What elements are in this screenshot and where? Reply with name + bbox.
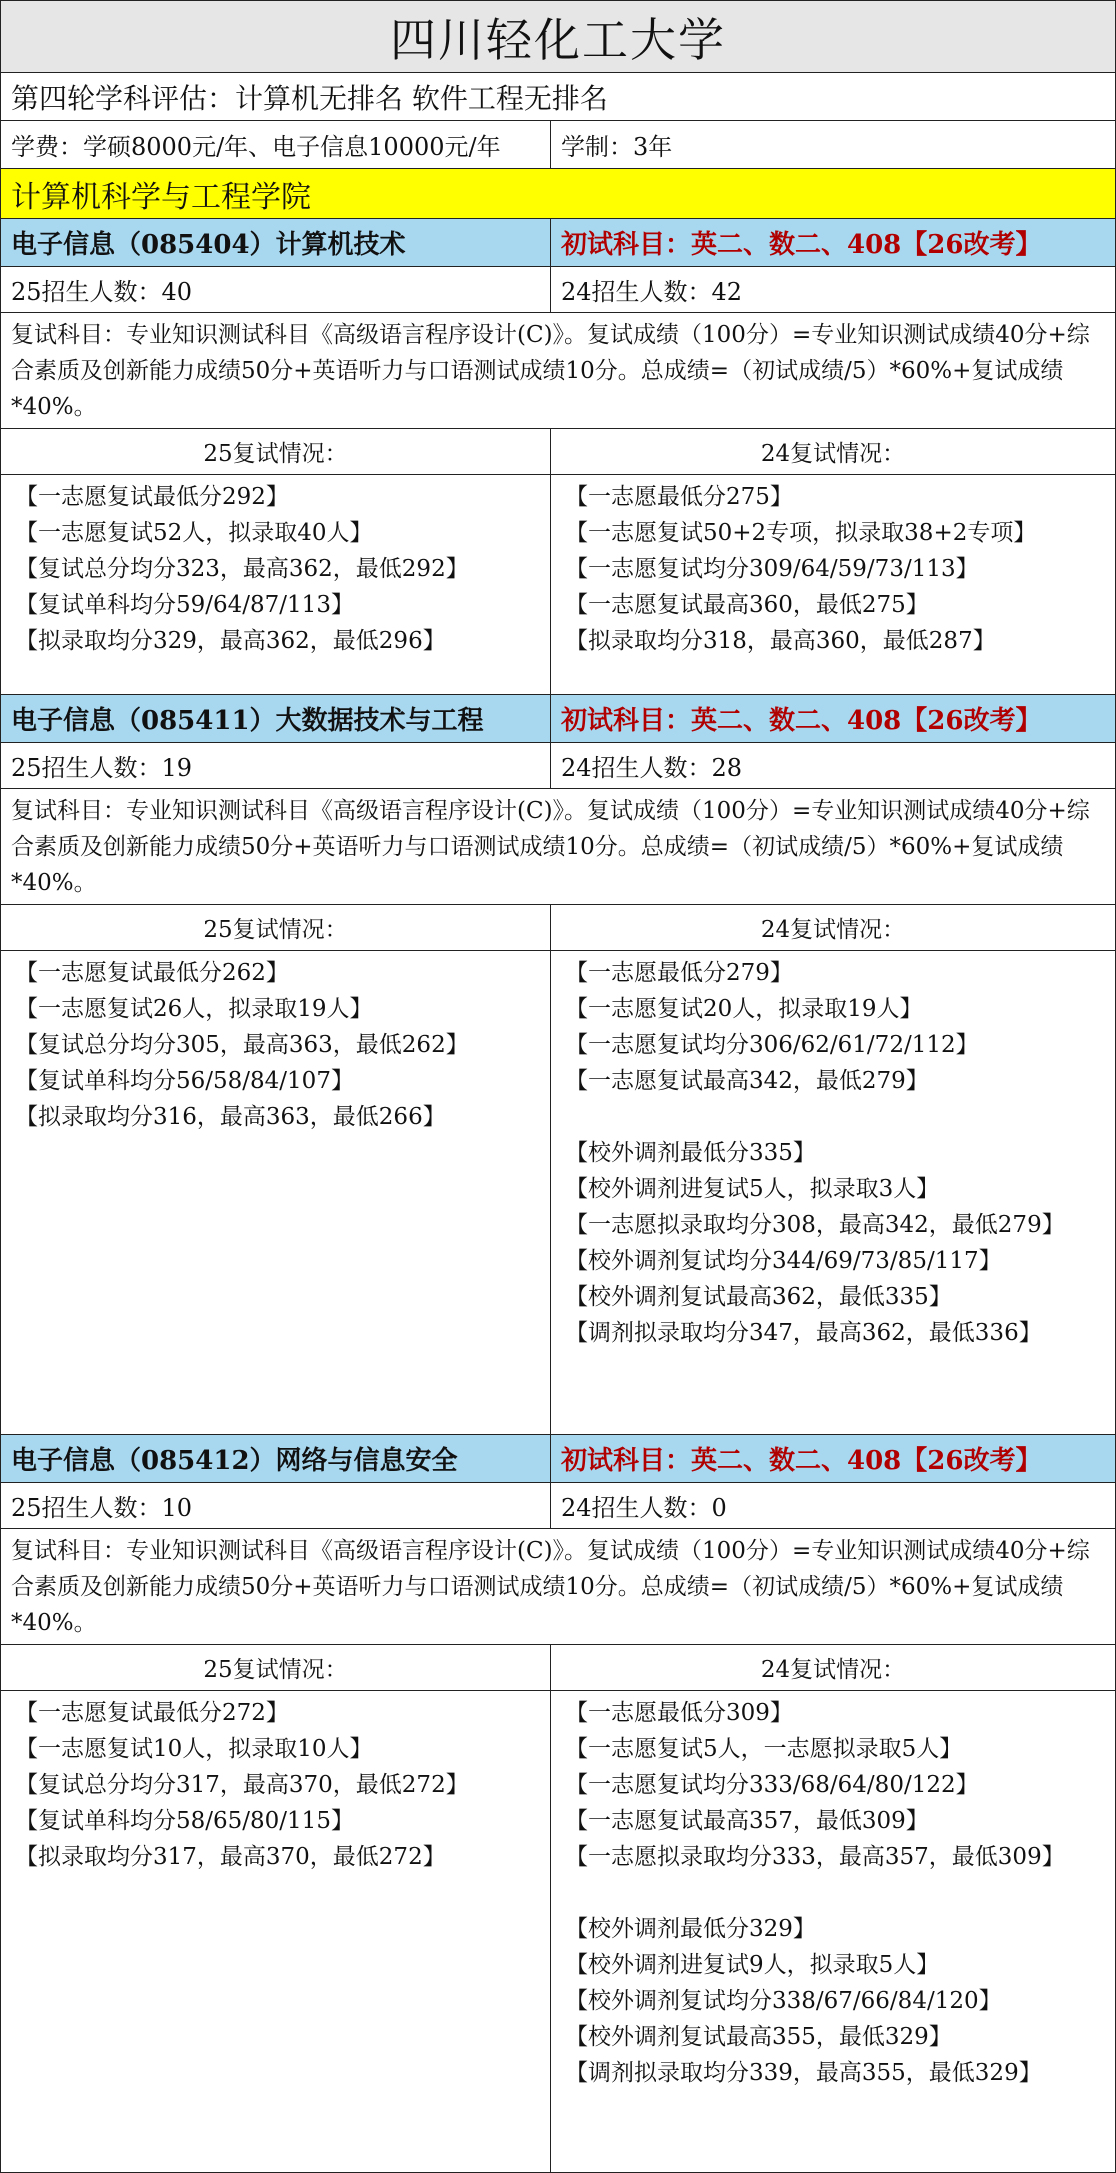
list-item: 【校外调剂复试均分338/67/66/84/120】 [565,1988,1002,2014]
page-title: 四川轻化工大学 [1,1,1115,72]
enroll-24: 24招生人数：28 [561,754,743,782]
list-item: 【一志愿复试最低分262】 [15,960,289,986]
retest-details-row [1,1691,1115,2172]
list-item: 【调剂拟录取均分339，最高355，最低329】 [565,2060,1042,2086]
enroll-25: 25招生人数：40 [1,267,551,312]
list-item: 【一志愿最低分309】 [565,1700,793,1726]
enroll-row [1,1483,1115,1529]
enroll-row [1,743,1115,789]
retest-24-header: 24复试情况： [760,441,906,467]
list-item: 【校外调剂复试最高362，最低335】 [565,1284,952,1310]
list-item: 【复试总分均分317，最高370，最低272】 [15,1772,469,1798]
retest-description: 复试科目：专业知识测试科目《高级语言程序设计(C)》。复试成绩（100分）=专业知识测试成绩40分+综合素质及创新能力成绩50分+英语听力与口语测试成绩10分。总成绩=（初试成绩/5）*60%+复试成绩*40%。 [11,322,1090,420]
retest-24-header: 24复试情况： [760,1657,906,1683]
program-header [1,219,1115,267]
retest-24-header: 24复试情况： [760,917,906,943]
list-item: 【一志愿复试均分333/68/64/80/122】 [565,1772,979,1798]
list-item: 【一志愿复试最低分272】 [15,1700,289,1726]
list-item: 【一志愿复试均分306/62/61/72/112】 [565,1032,979,1058]
list-item: 【调剂拟录取均分347，最高362，最低336】 [565,1320,1042,1346]
fee-row [1,121,1115,169]
list-item: 【校外调剂复试均分344/69/73/85/117】 [565,1248,1002,1274]
retest-header-row [1,1645,1115,1691]
tuition-text: 学费：学硕8000元/年、电子信息10000元/年 [1,121,551,168]
college-name: 计算机科学与工程学院 [11,179,311,215]
list-item: 【一志愿复试最高360，最低275】 [565,592,929,618]
list-item: 【一志愿复试最低分292】 [15,484,289,510]
exam-subjects: 初试科目：英二、数二、408【26改考】 [561,230,1042,260]
list-item: 【拟录取均分316，最高363，最低266】 [15,1104,446,1130]
list-item: 【复试单科均分58/65/80/115】 [15,1808,354,1834]
program-header [1,1435,1115,1483]
program-name: 电子信息（085404）计算机技术 [1,219,551,266]
retest-25-header: 25复试情况： [1,905,551,950]
list-item: 【一志愿复试26人，拟录取19人】 [15,996,373,1022]
retest-25-header: 25复试情况： [1,1645,551,1690]
enroll-25: 25招生人数：10 [1,1483,551,1528]
list-item: 【拟录取均分329，最高362，最低296】 [15,628,446,654]
list-item: 【一志愿拟录取均分308，最高342，最低279】 [565,1212,1065,1238]
duration-text: 学制：3年 [561,133,673,161]
retest-24-list [551,1691,1115,2172]
list-spacer [565,1099,1115,1135]
list-item: 【一志愿复试最高357，最低309】 [565,1808,929,1834]
list-item: 【一志愿复试52人，拟录取40人】 [15,520,373,546]
list-item: 【拟录取均分317，最高370，最低272】 [15,1844,446,1870]
exam-subjects: 初试科目：英二、数二、408【26改考】 [561,706,1042,736]
enroll-25: 25招生人数：19 [1,743,551,788]
college-row [1,169,1115,219]
retest-details-row [1,475,1115,695]
list-item: 【一志愿最低分279】 [565,960,793,986]
title-row [1,1,1115,73]
list-spacer [565,1875,1115,1911]
program-name: 电子信息（085411）大数据技术与工程 [1,695,551,742]
exam-subjects: 初试科目：英二、数二、408【26改考】 [561,1446,1042,1476]
list-item: 【一志愿复试10人，拟录取10人】 [15,1736,373,1762]
retest-header-row [1,905,1115,951]
list-item: 【一志愿复试最高342，最低279】 [565,1068,929,1094]
retest-25-list [1,1691,551,2172]
retest-description: 复试科目：专业知识测试科目《高级语言程序设计(C)》。复试成绩（100分）=专业知识测试成绩40分+综合素质及创新能力成绩50分+英语听力与口语测试成绩10分。总成绩=（初试成绩/5）*60%+复试成绩*40%。 [11,798,1090,896]
retest-row [1,1529,1115,1645]
ranking-row [1,73,1115,121]
list-item: 【校外调剂复试最高355，最低329】 [565,2024,952,2050]
ranking-text: 第四轮学科评估：计算机无排名 软件工程无排名 [11,81,608,115]
retest-24-list [551,951,1115,1434]
list-item: 【一志愿复试均分309/64/59/73/113】 [565,556,979,582]
retest-24-list [551,475,1115,694]
list-item: 【校外调剂最低分329】 [565,1916,816,1942]
program-header [1,695,1115,743]
retest-header-row [1,429,1115,475]
retest-25-list [1,475,551,694]
list-item: 【复试单科均分59/64/87/113】 [15,592,354,618]
list-item: 【复试总分均分305，最高363，最低262】 [15,1032,469,1058]
enroll-row [1,267,1115,313]
list-item: 【一志愿复试5人，一志愿拟录取5人】 [565,1736,963,1762]
list-item: 【校外调剂进复试5人，拟录取3人】 [565,1176,940,1202]
list-item: 【一志愿拟录取均分333，最高357，最低309】 [565,1844,1065,1870]
retest-description: 复试科目：专业知识测试科目《高级语言程序设计(C)》。复试成绩（100分）=专业知识测试成绩40分+综合素质及创新能力成绩50分+英语听力与口语测试成绩10分。总成绩=（初试成绩/5）*60%+复试成绩*40%。 [11,1538,1090,1636]
retest-25-list [1,951,551,1434]
retest-details-row [1,951,1115,1435]
program-name: 电子信息（085412）网络与信息安全 [1,1435,551,1482]
list-item: 【一志愿复试20人，拟录取19人】 [565,996,923,1022]
enroll-24: 24招生人数：0 [561,1494,727,1522]
retest-row [1,789,1115,905]
list-item: 【校外调剂进复试9人，拟录取5人】 [565,1952,940,1978]
list-item: 【复试单科均分56/58/84/107】 [15,1068,354,1094]
enroll-24: 24招生人数：42 [561,278,743,306]
retest-row [1,313,1115,429]
list-item: 【复试总分均分323，最高362，最低292】 [15,556,469,582]
list-item: 【一志愿复试50+2专项，拟录取38+2专项】 [565,520,1037,546]
list-item: 【校外调剂最低分335】 [565,1140,816,1166]
list-item: 【拟录取均分318，最高360，最低287】 [565,628,996,654]
retest-25-header: 25复试情况： [1,429,551,474]
list-item: 【一志愿最低分275】 [565,484,793,510]
